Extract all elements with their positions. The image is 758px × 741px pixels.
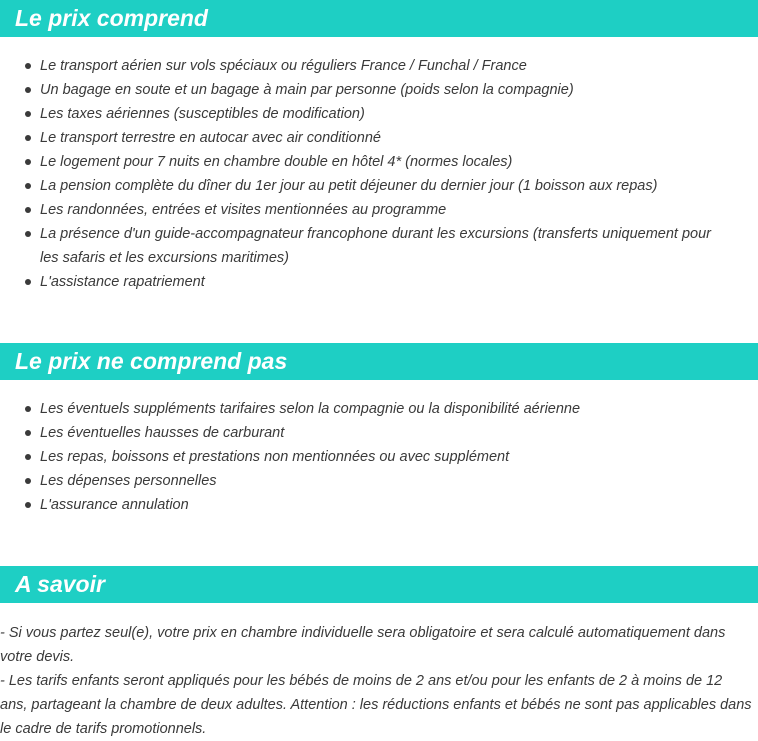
list-item: Le transport terrestre en autocar avec air conditionné	[0, 126, 758, 150]
list-item: L'assurance annulation	[0, 493, 758, 517]
section-title: Le prix ne comprend pas	[0, 343, 758, 380]
list-item: Les dépenses personnelles	[0, 469, 758, 493]
list-item: Les randonnées, entrées et visites mentionnées au programme	[0, 198, 758, 222]
section-title: A savoir	[0, 566, 758, 603]
list-item: Les taxes aériennes (susceptibles de modification)	[0, 102, 758, 126]
section-included	[0, 0, 758, 294]
list-item: Le logement pour 7 nuits en chambre double en hôtel 4* (normes locales)	[0, 150, 758, 174]
list-item: Un bagage en soute et un bagage à main par personne (poids selon la compagnie)	[0, 78, 758, 102]
section-good-to-know	[0, 566, 758, 741]
section-not-included	[0, 343, 758, 517]
note-paragraph: - Si vous partez seul(e), votre prix en chambre individuelle sera obligatoire et sera calculé automatiquement dans votre devis.	[0, 625, 726, 665]
note-paragraph: - Les tarifs enfants seront appliqués pour les bébés de moins de 2 ans et/ou pour les enfants de 2 à moins de 12 ans, partageant la chambre de deux adultes. Attention : les réductions enfants et bébés ne sont pas applicables dans le cadre de tarifs promotionnels.	[0, 673, 752, 737]
notes-block	[0, 621, 758, 741]
included-list	[0, 54, 758, 294]
list-item: La présence d'un guide-accompagnateur francophone durant les excursions (transferts uniquement pour les safaris et les excursions maritimes)	[0, 222, 758, 270]
list-item: Les éventuels suppléments tarifaires selon la compagnie ou la disponibilité aérienne	[0, 397, 758, 421]
list-item: Les repas, boissons et prestations non mentionnées ou avec supplément	[0, 445, 758, 469]
list-item: L'assistance rapatriement	[0, 270, 758, 294]
list-item: Le transport aérien sur vols spéciaux ou réguliers France / Funchal / France	[0, 54, 758, 78]
section-title: Le prix comprend	[0, 0, 758, 37]
list-item: La pension complète du dîner du 1er jour au petit déjeuner du dernier jour (1 boisson aux repas)	[0, 174, 758, 198]
not-included-list	[0, 397, 758, 517]
list-item: Les éventuelles hausses de carburant	[0, 421, 758, 445]
